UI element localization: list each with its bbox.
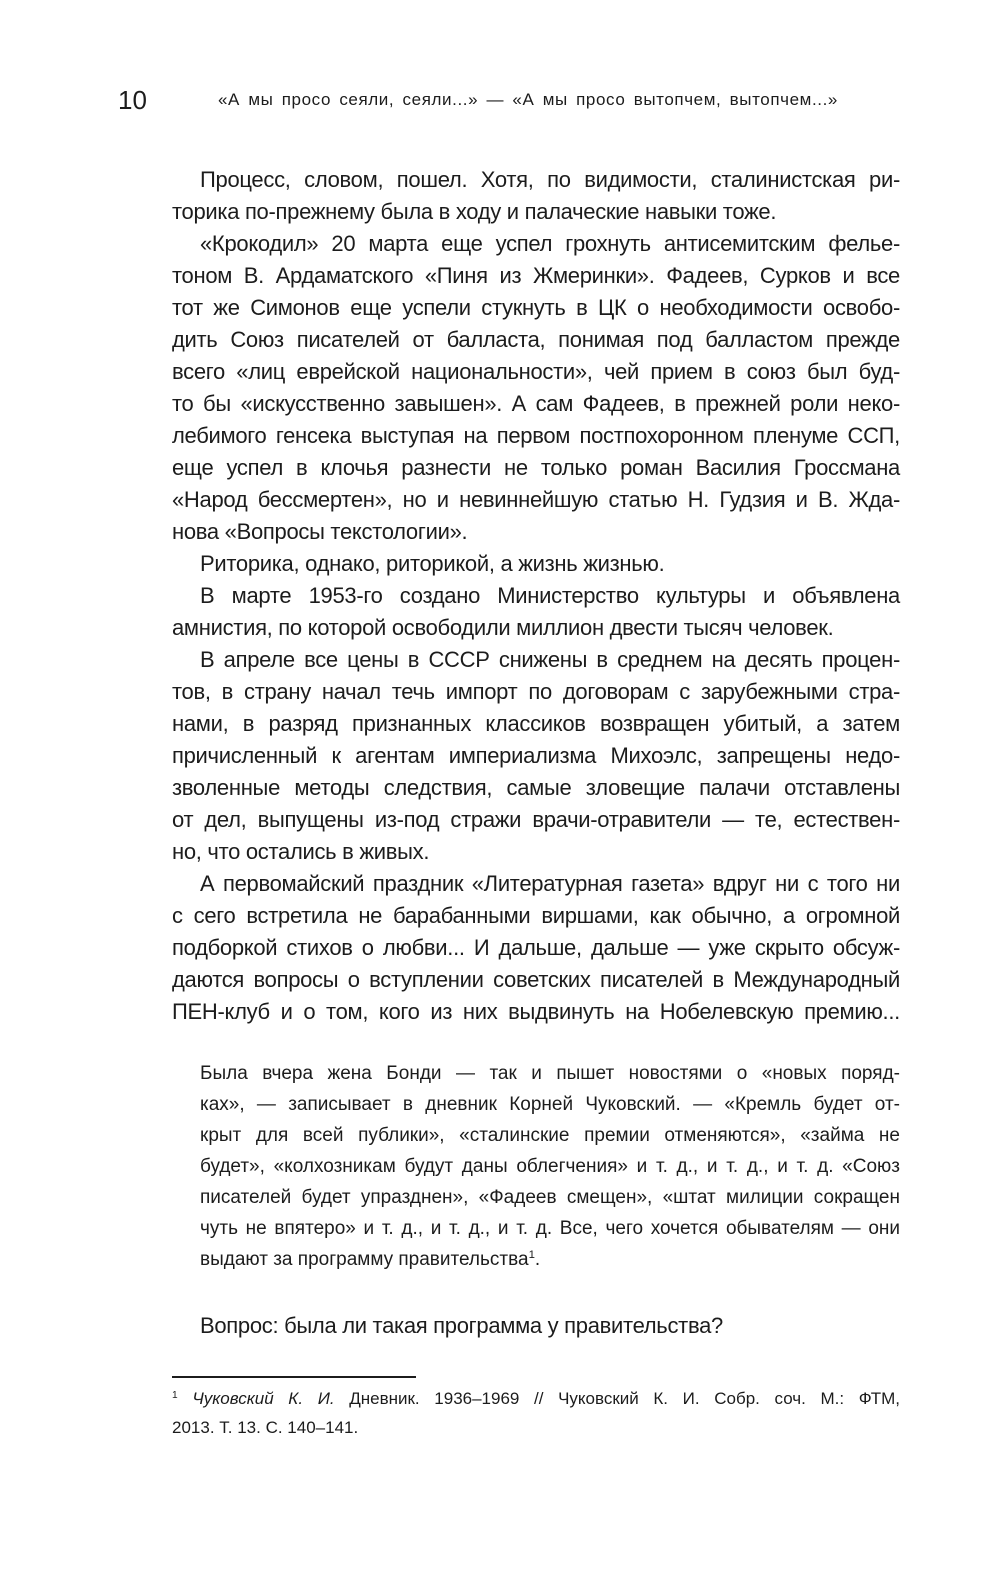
paragraph bbox=[172, 644, 900, 868]
paragraph bbox=[172, 228, 900, 548]
main-text bbox=[172, 164, 900, 1028]
text-line: В апреле все цены в СССР снижены в среднем на десять процен- bbox=[200, 647, 900, 672]
quote-line: Была вчера жена Бонди — так и пышет новостями о «новых поряд- bbox=[200, 1063, 900, 1084]
text-line: но, что остались в живых. bbox=[172, 839, 430, 864]
text-line: то бы «искусственно завышен». А сам Фадеев, в прежней роли неко- bbox=[172, 391, 900, 416]
text-line: от дел, выпущены из-под стражи врачи-отравители — те, естествен- bbox=[172, 807, 900, 832]
paragraph bbox=[172, 580, 900, 644]
text-line: тот же Симонов еще успели стукнуть в ЦК о необходимости освобо- bbox=[172, 295, 900, 320]
text-line: подборкой стихов о любви... И дальше, дальше — уже скрыто обсуж- bbox=[172, 935, 900, 960]
text-line: дить Союз писателей от балласта, понимая под балластом прежде bbox=[172, 327, 900, 352]
text-line: лебимого генсека выступая на первом постпохоронном пленуме ССП, bbox=[172, 423, 900, 448]
text-line: «Крокодил» 20 марта еще успел грохнуть антисемитским фелье- bbox=[200, 231, 900, 256]
quote-line: писателей будет упразднен», «Фадеев смещен», «штат милиции сокращен bbox=[200, 1187, 900, 1208]
question-paragraph: Вопрос: была ли такая программа у правительства? bbox=[200, 1313, 723, 1338]
paragraph bbox=[172, 164, 900, 228]
text-line: тоном В. Ардаматского «Пиня из Жмеринки». Фадеев, Сурков и все bbox=[172, 263, 900, 288]
quote-text-end: . bbox=[534, 1249, 541, 1270]
footnote-line bbox=[172, 1384, 900, 1413]
text-line: еще успел в клочья разнести не только роман Василия Гроссмана bbox=[172, 455, 900, 480]
text-line: Риторика, однако, риторикой, а жизнь жизнью. bbox=[200, 551, 665, 576]
text-line: Процесс, словом, пошел. Хотя, по видимости, сталинистская ри- bbox=[200, 167, 900, 192]
footnote-rule bbox=[172, 1376, 416, 1378]
paragraph bbox=[172, 548, 900, 580]
text-line: нами, в разряд признанных классиков возвращен убитый, а затем bbox=[172, 711, 900, 736]
block-quote bbox=[200, 1058, 900, 1275]
text-line: В марте 1953-го создано Министерство культуры и объявлена bbox=[200, 583, 900, 608]
footnote-citation: Дневник. 1936–1969 // Чуковский К. И. Собр. соч. М.: ФТМ, bbox=[334, 1389, 900, 1408]
footnote bbox=[172, 1384, 900, 1442]
text-line: А первомайский праздник «Литературная газета» вдруг ни с того ни bbox=[200, 871, 900, 896]
quote-line: будет», «колхозникам будут даны облегчения» и т. д., и т. д., и т. д. «Союз bbox=[200, 1156, 900, 1177]
quote-line: чуть не впятеро» и т. д., и т. д., и т. д. Все, чего хочется обывателям — они bbox=[200, 1218, 900, 1239]
footnote-line: 2013. Т. 13. С. 140–141. bbox=[172, 1418, 359, 1437]
text-line: тов, в страну начал течь импорт по договорам с зарубежными стра- bbox=[172, 679, 900, 704]
text-line: нова «Вопросы текстологии». bbox=[172, 519, 468, 544]
footnote-author: Чуковский К. И. bbox=[192, 1389, 335, 1408]
page-number: 10 bbox=[118, 85, 147, 115]
text-line: с сего встретила не барабанными виршами, как обычно, а огромной bbox=[172, 903, 900, 928]
paragraph bbox=[172, 868, 900, 1028]
running-title: «А мы просо сеяли, сеяли...» — «А мы просо вытопчем, вытопчем...» bbox=[218, 90, 838, 109]
text-line: причисленный к агентам империализма Михоэлс, запрещены недо- bbox=[172, 743, 900, 768]
text-line: ПЕН-клуб и о том, кого из них выдвинуть на Нобелевскую премию... bbox=[172, 999, 900, 1024]
text-line: амнистия, по которой освободили миллион двести тысяч человек. bbox=[172, 615, 834, 640]
text-line: даются вопросы о вступлении советских писателей в Международный bbox=[172, 967, 900, 992]
quote-text: выдают за программу правительства bbox=[200, 1249, 529, 1270]
text-line: торика по-прежнему была в ходу и палаческие навыки тоже. bbox=[172, 199, 777, 224]
text-line: всего «лиц еврейской национальности», чей прием в союз был буд- bbox=[172, 359, 900, 384]
quote-line: крыт для всей публики», «сталинские премии отменяются», «займа не bbox=[200, 1125, 900, 1146]
footnote-marker: 1 bbox=[172, 1389, 178, 1401]
footnote-reference: 1 bbox=[528, 1249, 535, 1262]
quote-line-last bbox=[200, 1244, 900, 1275]
quote-line: ках», — записывает в дневник Корней Чуковский. — «Кремль будет от- bbox=[200, 1094, 900, 1115]
text-line: «Народ бессмертен», но и невиннейшую статью Н. Гудзия и В. Жда- bbox=[172, 487, 900, 512]
text-line: зволенные методы следствия, самые зловещие палачи отставлены bbox=[172, 775, 900, 800]
